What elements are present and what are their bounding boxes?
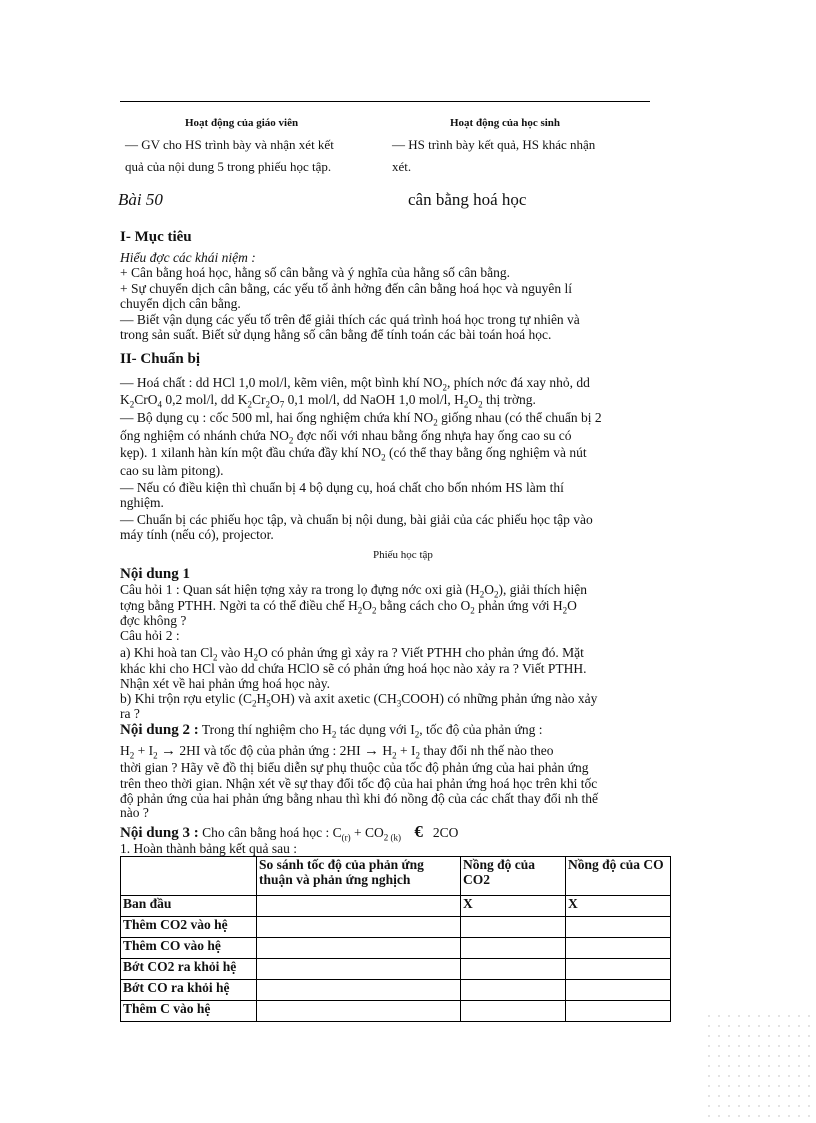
- table-cell: Thêm CO vào hệ: [121, 938, 257, 959]
- question-1-line-1: Câu hỏi 1 : Quan sát hiện tợng xảy ra trong lọ đựng nớc oxi già $(H_2O_2)$, giải thích hiện: [120, 582, 588, 600]
- corner-dot-pattern: [704, 1011, 814, 1121]
- objectives-intro: Hiểu đợc các khái niệm :: [120, 250, 256, 265]
- table-cell: X: [566, 896, 671, 917]
- results-table: [120, 856, 671, 1022]
- question-2-label: Câu hỏi 2 :: [120, 628, 180, 643]
- prep-line-3: — Bộ dụng cụ : cốc 500 ml, hai ống nghiệm chứa khí $NO_2$ giống nhau (có thể chuẩn bị 2: [120, 410, 602, 428]
- table-cell: [566, 1001, 671, 1022]
- prep-line-9: — Chuẩn bị các phiếu học tập, và chuẩn bị nội dung, bài giải của các phiếu học tập vào: [120, 512, 593, 527]
- prep-line-5: kẹp). 1 xilanh hàn kín một đầu chứa đầy khí $NO_2$ (có thể thay bằng ống nghiệm và nút: [120, 445, 587, 463]
- student-text-line-1: — HS trình bày kết quả, HS khác nhận: [392, 137, 596, 152]
- prep-line-8: nghiệm.: [120, 495, 164, 510]
- prep-line-6: cao su làm pitong).: [120, 463, 224, 478]
- right-arrow-icon: →: [364, 743, 380, 759]
- table-cell: [566, 980, 671, 1001]
- student-column-header: Hoạt động của học sinh: [450, 117, 561, 129]
- table-cell: Bớt CO ra khỏi hệ: [121, 980, 257, 1001]
- content-2-line-6: nào ?: [120, 805, 149, 820]
- question-1-line-2: tợng bằng PTHH. Ngời ta có thể điều chế $H_2O_2$ bằng cách cho $O_2$ phản ứng với $H_2O$: [120, 598, 577, 616]
- table-cell: [566, 959, 671, 980]
- table-header-cell: [121, 857, 257, 896]
- lesson-number: Bài 50: [118, 190, 163, 209]
- content-3-line-1: Nội dung 3 : Cho cân bằng hoá học : $C_{(r)} + CO_{2 (k)}$ € 2CO: [120, 822, 459, 843]
- question-2a-line-1: a) Khi hoà $\tan Cl_2$ vào $H_2O$ có phản ứng gì xảy ra ? Viết PTHH cho phản ứng đó. Mặt: [120, 645, 584, 663]
- student-text-line-2: xét.: [392, 159, 412, 174]
- table-header-row: [121, 857, 671, 896]
- prep-line-4: ống nghiệm có nhánh chứa $NO_2$ đợc nối với nhau bằng ống nhựa hay ống cao su có: [120, 428, 572, 446]
- table-cell: Bớt CO2 ra khỏi hệ: [121, 959, 257, 980]
- prep-line-2: $K_2CrO_4$ 0,2 mol/l, dd $K_2Cr_2O_7$ 0,1 mol/l, dd NaOH 1,0 mol/l, $H_2O_2$ thị trờng.: [120, 392, 536, 410]
- table-cell: [566, 938, 671, 959]
- teacher-text-line-2: quả của nội dung 5 trong phiếu học tập.: [125, 159, 332, 174]
- table-header-cell: Nồng độ của CO: [566, 857, 671, 896]
- table-cell: [257, 917, 461, 938]
- table-row: [121, 959, 671, 980]
- table-cell: [461, 938, 566, 959]
- table-cell: [566, 917, 671, 938]
- teacher-column-header: Hoạt động của giáo viên: [185, 117, 299, 129]
- equilibrium-symbol-icon: €: [414, 822, 423, 841]
- table-cell: [257, 959, 461, 980]
- worksheet-title: Phiếu học tập: [373, 549, 433, 561]
- table-cell: Thêm C vào hệ: [121, 1001, 257, 1022]
- content-3-line-2: 1. Hoàn thành bảng kết quả sau :: [120, 841, 297, 856]
- table-cell: [461, 959, 566, 980]
- objective-line: — Biết vận dụng các yếu tố trên để giải thích các quá trình hoá học trong tự nhiên và: [120, 312, 580, 327]
- table-cell: [257, 938, 461, 959]
- content-2-line-4: trên theo thời gian. Nhận xét về sự thay đổi tốc độ của hai phản ứng hoá học trên khi tốc: [120, 776, 598, 791]
- table-row: [121, 938, 671, 959]
- objective-line: trong sản suất. Biết sử dụng hằng số cân bằng để tính toán các bài toán hoá học.: [120, 327, 552, 342]
- prep-line-1: — Hoá chất : dd HCl 1,0 mol/l, kẽm viên, một bình khí $NO_2$, phích nớc đá xay nhỏ, dd: [120, 375, 590, 393]
- table-cell: [461, 1001, 566, 1022]
- question-1-line-3: đợc không ?: [120, 613, 187, 628]
- table-cell: [461, 980, 566, 1001]
- question-2a-line-3: Nhận xét về hai phản ứng hoá học này.: [120, 676, 331, 691]
- teacher-text-line-1: — GV cho HS trình bày và nhận xét kết: [125, 137, 334, 152]
- table-cell: X: [461, 896, 566, 917]
- prep-line-7: — Nếu có điều kiện thì chuẩn bị 4 bộ dụng cụ, hoá chất cho bốn nhóm HS làm thí: [120, 480, 564, 495]
- top-rule: [120, 101, 650, 102]
- table-cell: [461, 917, 566, 938]
- table-row: [121, 980, 671, 1001]
- question-2a-line-2: khác khi cho HCl vào dd chứa HClO sẽ có phản ứng hoá học nào xảy ra ? Viết PTHH.: [120, 661, 587, 676]
- section-preparation-heading: II- Chuẩn bị: [120, 351, 201, 367]
- table-cell: Thêm CO2 vào hệ: [121, 917, 257, 938]
- table-header-cell: So sánh tốc độ của phản ứng thuận và phản ứng nghịch: [257, 857, 461, 896]
- content-2-line-3: thời gian ? Hãy vẽ đồ thị biểu diễn sự phụ thuộc của tốc độ phản ứng của hai phản ứng: [120, 760, 589, 775]
- table-cell: [257, 980, 461, 1001]
- section-objectives-heading: I- Mục tiêu: [120, 229, 192, 245]
- lesson-title: cân bằng hoá học: [408, 190, 527, 209]
- table-row: [121, 917, 671, 938]
- content-1-heading: Nội dung 1: [120, 566, 191, 582]
- content-2-line-5: độ phản ứng của hai phản ứng bằng nhau thì khi đó nồng độ của các chất thay đổi nh thế: [120, 791, 599, 806]
- objective-line: + Cân bằng hoá học, hằng số cân bằng và ý nghĩa của hằng số cân bằng.: [120, 265, 510, 280]
- table-header-cell: Nồng độ của CO2: [461, 857, 566, 896]
- table-cell: [257, 896, 461, 917]
- right-arrow-icon: →: [160, 743, 176, 759]
- objective-line: + Sự chuyển dịch cân bằng, các yếu tố ảnh hởng đến cân bằng hoá học và nguyên lí: [120, 281, 573, 296]
- table-row: [121, 1001, 671, 1022]
- prep-line-10: máy tính (nếu có), projector.: [120, 527, 274, 542]
- question-2b-line-1: b) Khi trộn rợu etylic $(C_2H_5OH)$ và axit axetic $(CH_3COOH)$ có những phản ứng nào xảy: [120, 691, 598, 709]
- content-2-line-1: Nội dung 2 : Trong thí nghiệm cho $H_2$ tác dụng với $I_2$, tốc độ của phản ứng :: [120, 722, 543, 740]
- table-cell: Ban đầu: [121, 896, 257, 917]
- table-cell: [257, 1001, 461, 1022]
- content-2-equation-line: $H_2 + I_2 \to 2HI$ và tốc độ của phản ứng : $2HI \to H_2 + I_2$ thay đổi nh thế nào theo: [120, 743, 554, 761]
- objective-line: chuyển dịch cân bằng.: [120, 296, 241, 311]
- question-2b-line-2: ra ?: [120, 706, 140, 721]
- table-row: [121, 896, 671, 917]
